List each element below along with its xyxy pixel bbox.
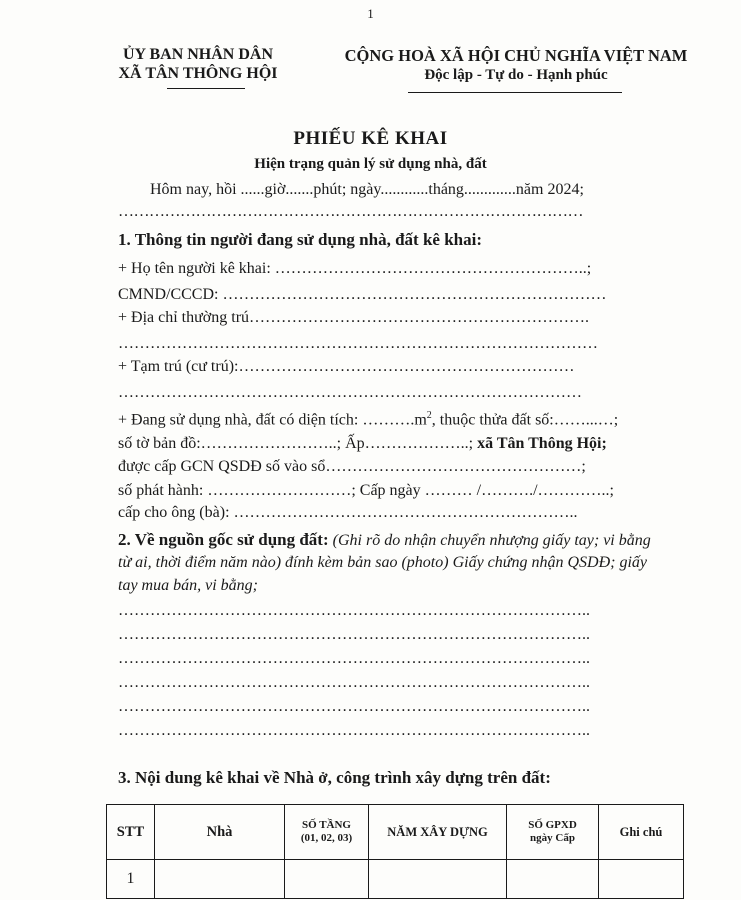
col-floors-label: SỐ TẦNG — [301, 819, 351, 831]
section2-heading — [118, 530, 651, 550]
col-house: Nhà — [155, 805, 285, 860]
origin-line: …………………………………………………………………………….. — [118, 602, 590, 619]
col-permit-note: ngày Cấp — [530, 832, 575, 844]
temporary-residence-continued: …………………………………………………………………………… — [118, 384, 582, 401]
col-floors-note: (01, 02, 03) — [300, 832, 353, 844]
row-stt: 1 — [107, 860, 155, 899]
table-header-row — [107, 805, 684, 860]
area-unit-superscript: 2 — [426, 410, 432, 421]
commune-label: xã Tân Thông Hội; — [477, 435, 607, 452]
section2-note-line2: từ ai, thời điểm năm nào) đính kèm bản sao (photo) Giấy chứng nhận QSDĐ; giấy — [118, 554, 648, 571]
map-sheet-text: số tờ bản đồ:……………………..; Ấp………………..; — [118, 435, 474, 452]
land-area-text: + Đang sử dụng nhà, đất có diện tích: ……….m — [118, 411, 427, 429]
id-number-field: CMND/CCCD: ……………………………………………………………… — [118, 286, 607, 303]
col-stt: STT — [107, 805, 155, 860]
issued-to-field: cấp cho ông (bà): ……………………………………………………….. — [118, 504, 578, 521]
col-notes: Ghi chú — [599, 805, 684, 860]
authority-name: ỦY BAN NHÂN DÂN — [122, 46, 274, 63]
housing-table — [106, 804, 684, 899]
section2-note-line3: tay mua bán, vi bằng; — [118, 577, 258, 594]
land-area-field — [118, 410, 618, 429]
row-build-year-cell[interactable] — [369, 860, 507, 899]
header-right-underline — [408, 92, 622, 93]
commune-name: XÃ TÂN THÔNG HỘI — [118, 65, 278, 82]
page-number: 1 — [367, 6, 374, 21]
table-row — [107, 860, 684, 899]
col-permit-label: SỐ GPXD — [528, 819, 577, 831]
motto: Độc lập - Tự do - Hạnh phúc — [424, 67, 608, 83]
section2-title: 2. Về nguồn gốc sử dụng đất: — [118, 530, 329, 549]
origin-line: …………………………………………………………………………….. — [118, 698, 590, 715]
section1-heading: 1. Thông tin người đang sử dụng nhà, đất kê khai: — [118, 230, 482, 249]
header-left-underline — [167, 88, 245, 89]
date-line: Hôm nay, hồi ......giờ.......phút; ngày............tháng.............năm 2024; — [150, 181, 584, 198]
origin-line: …………………………………………………………………………….. — [118, 626, 590, 643]
country-name: CỘNG HOÀ XÃ HỘI CHỦ NGHĨA VIỆT NAM — [344, 46, 688, 65]
issue-number-field: số phát hành: ………………………; Cấp ngày ……… /………./…………..; — [118, 482, 614, 499]
certificate-number-field: được cấp GCN QSDĐ số vào sổ…………………………………………; — [118, 458, 586, 475]
row-house-cell[interactable] — [155, 860, 285, 899]
row-notes-cell[interactable] — [599, 860, 684, 899]
col-permit — [507, 805, 599, 860]
origin-line: …………………………………………………………………………….. — [118, 722, 590, 739]
map-sheet-field — [118, 435, 607, 453]
temporary-residence-field: + Tạm trú (cư trú):……………………………………………………… — [118, 358, 575, 375]
permanent-address-field: + Địa chỉ thường trú………………………………………………………. — [118, 309, 590, 326]
section2-note: (Ghi rõ do nhận chuyển nhượng giấy tay; vi bằng — [332, 532, 651, 549]
blank-line: ……………………………………………………………………………… — [118, 203, 583, 220]
land-parcel-text: , thuộc thửa đất số:……...…; — [431, 411, 619, 429]
permanent-address-continued: ……………………………………………………………………………… — [118, 335, 598, 352]
form-title: PHIẾU KÊ KHAI — [293, 128, 448, 149]
section3-heading: 3. Nội dung kê khai về Nhà ở, công trình xây dựng trên đất: — [118, 768, 551, 787]
origin-line: …………………………………………………………………………….. — [118, 674, 590, 691]
form-subtitle: Hiện trạng quản lý sử dụng nhà, đất — [254, 156, 487, 172]
col-build-year: NĂM XÂY DỰNG — [369, 805, 507, 860]
col-floors — [285, 805, 369, 860]
row-permit-cell[interactable] — [507, 860, 599, 899]
origin-line: …………………………………………………………………………….. — [118, 650, 590, 667]
declarant-name-field: + Họ tên người kê khai: …………………………………………………..; — [118, 260, 592, 277]
row-floors-cell[interactable] — [285, 860, 369, 899]
